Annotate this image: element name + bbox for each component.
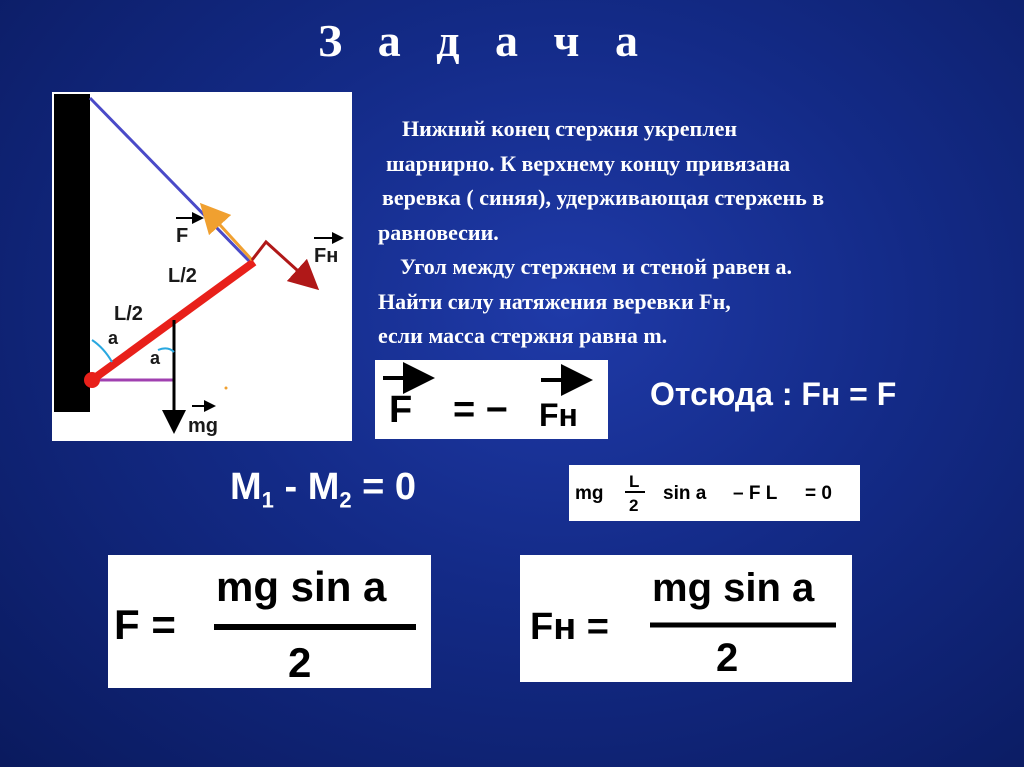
f-formula-numerator: mg sin a: [216, 563, 387, 610]
label-angle-wall: a: [108, 328, 119, 348]
f-formula-denominator: 2: [288, 639, 312, 686]
problem-line: веревка ( синяя), удерживающая стержень в: [382, 185, 825, 210]
moment-frac-den: 2: [629, 496, 639, 515]
orange-dot: [225, 387, 228, 390]
moment-m1: M: [230, 466, 262, 508]
f-formula-lhs: F =: [114, 601, 176, 648]
moment-minus: -: [284, 466, 298, 508]
moment-term-rhs: = 0: [805, 483, 832, 504]
force-f-arrow: [210, 214, 252, 260]
fn-formula-numerator: mg sin a: [652, 566, 815, 610]
fn-formula-box: [520, 555, 852, 682]
label-half-upper: L/2: [168, 265, 197, 287]
problem-line: Нижний конец стержня укреплен: [402, 116, 738, 141]
moment-expanded-box: [569, 465, 860, 521]
rope: [90, 98, 252, 264]
f-formula-svg: [108, 555, 431, 688]
fn-formula-svg: [520, 555, 852, 682]
moment-frac-num: L: [629, 472, 640, 491]
vector-equation-box: [375, 360, 608, 439]
moment-rhs: = 0: [362, 466, 417, 508]
moment-m1-sub: 1: [261, 487, 274, 513]
f-formula-box: [108, 555, 431, 688]
fn-formula-lhs: Fн =: [530, 606, 609, 648]
label-angle-vertical: a: [150, 348, 161, 368]
problem-line: Угол между стержнем и стеной равен а.: [400, 254, 793, 279]
result-equation: Отсюда : Fн = F: [650, 376, 897, 412]
moment-term-fl: – F L: [733, 483, 778, 504]
angle-mark-vertical: [158, 348, 174, 352]
label-fn: Fн: [314, 245, 339, 267]
slide-title: З а д а ч а: [318, 15, 650, 66]
vector-eq-op: = −: [453, 389, 508, 431]
wall: [54, 94, 90, 412]
moment-m2: M: [307, 466, 340, 508]
force-fn-arrow: [252, 242, 308, 280]
rod-diagram: [52, 92, 352, 441]
hinge: [84, 372, 100, 388]
vector-eq-lhs: F: [389, 389, 413, 431]
label-half-lower: L/2: [114, 303, 143, 325]
moment-equation: [230, 466, 416, 514]
label-f: F: [176, 225, 189, 247]
problem-line: если масса стержня равна m.: [378, 323, 668, 348]
fn-formula-denominator: 2: [716, 636, 739, 680]
moment-expanded-svg: [569, 465, 860, 521]
problem-statement: [378, 112, 978, 354]
vector-equation-svg: [375, 360, 608, 439]
problem-line: шарнирно. К верхнему концу привязана: [386, 150, 791, 176]
moment-term-mg: mg: [575, 483, 604, 504]
moment-term-sin: sin a: [663, 483, 707, 504]
problem-line: равновесии.: [378, 219, 499, 245]
moment-m2-sub: 2: [339, 487, 352, 513]
vector-eq-rhs: Fн: [539, 397, 578, 433]
label-mg: mg: [188, 415, 218, 437]
problem-line: Найти силу натяжения веревки Fн,: [378, 288, 731, 314]
rod-diagram-svg: [52, 92, 352, 441]
